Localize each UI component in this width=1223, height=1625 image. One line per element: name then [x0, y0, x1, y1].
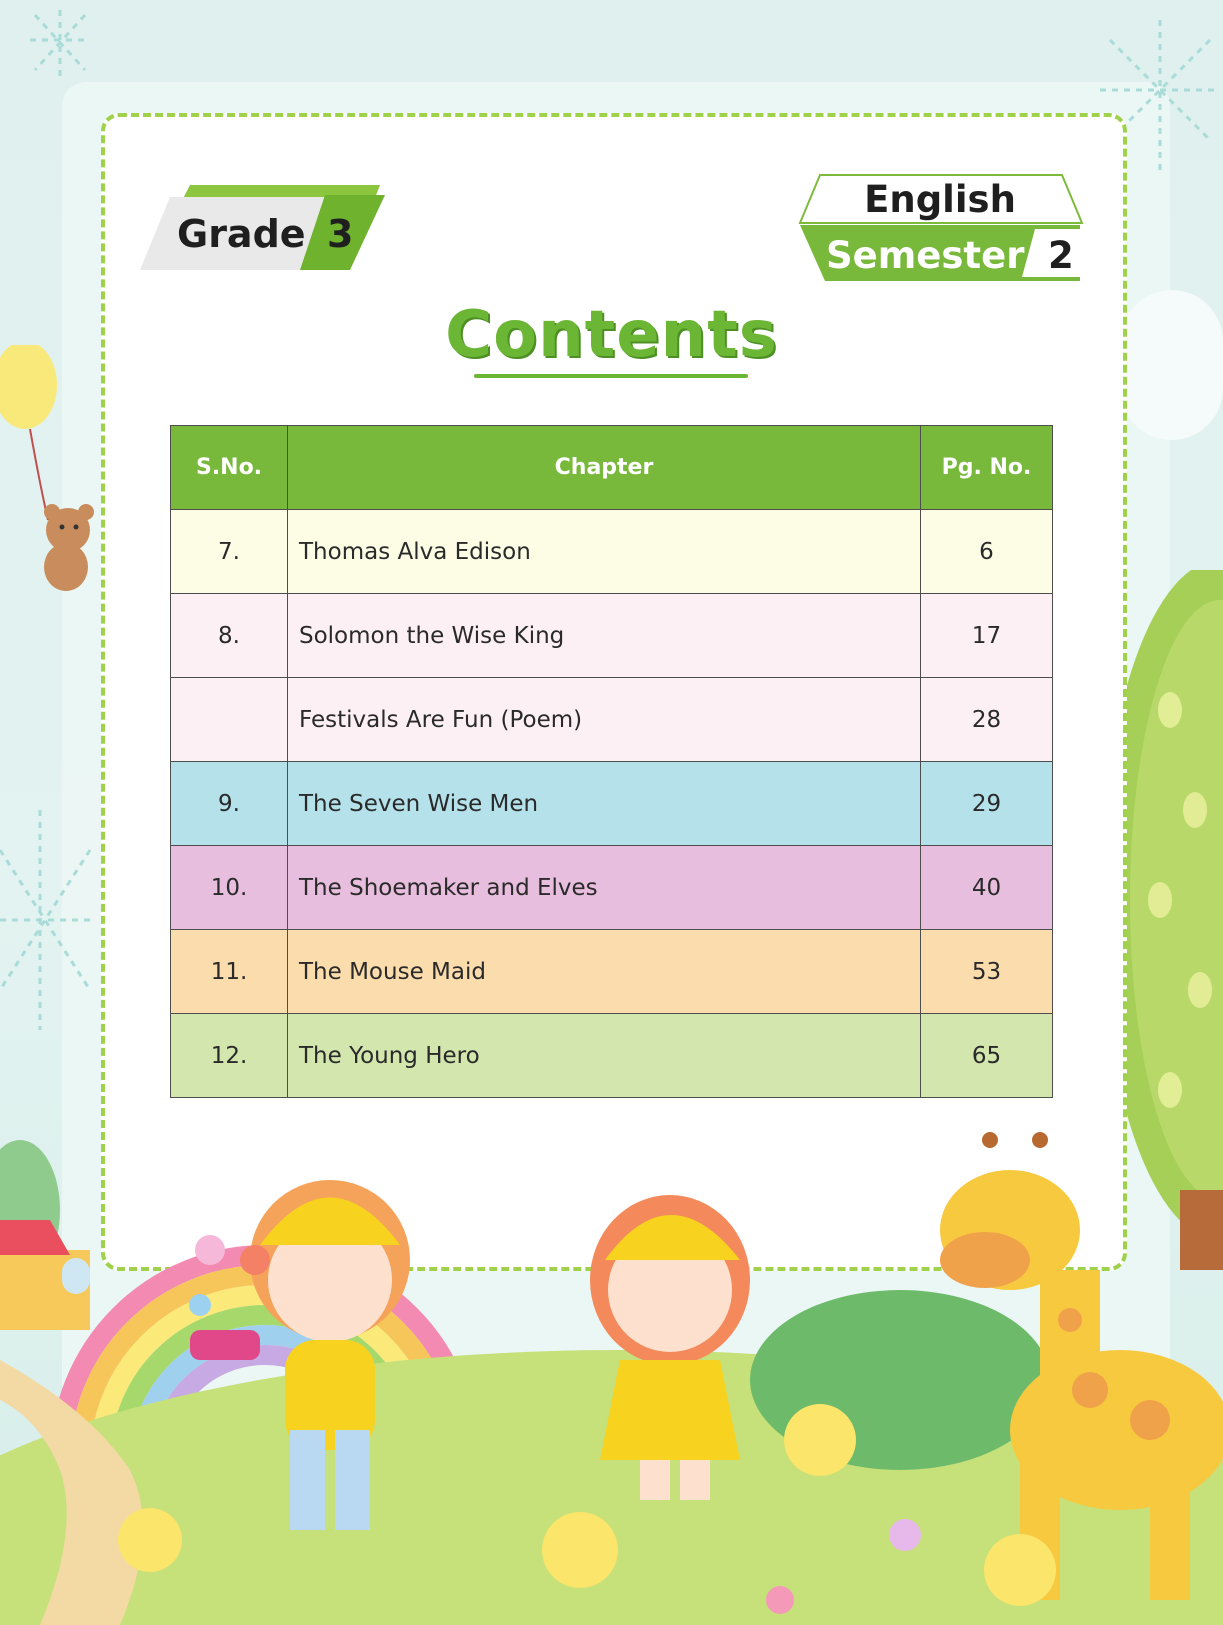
- column-header-chapter: Chapter: [288, 426, 921, 510]
- row-sno: 9.: [171, 762, 288, 846]
- row-sno: 12.: [171, 1014, 288, 1098]
- row-sno: 10.: [171, 846, 288, 930]
- table-row: [171, 846, 1053, 930]
- column-header-page: Pg. No.: [921, 426, 1053, 510]
- bottom-scene-illustration: [0, 1130, 1223, 1625]
- grade-label: Grade: [177, 212, 306, 256]
- table-row: [171, 510, 1053, 594]
- row-chapter: The Seven Wise Men: [288, 762, 921, 846]
- sparkle-decoration-left: [0, 790, 100, 1050]
- row-chapter: Thomas Alva Edison: [288, 510, 921, 594]
- table-row: [171, 1014, 1053, 1098]
- row-page: 6: [921, 510, 1053, 594]
- row-sno: 11.: [171, 930, 288, 1014]
- row-page: 53: [921, 930, 1053, 1014]
- row-chapter: Solomon the Wise King: [288, 594, 921, 678]
- row-sno: [171, 678, 288, 762]
- row-page: 29: [921, 762, 1053, 846]
- row-page: 17: [921, 594, 1053, 678]
- row-sno: 8.: [171, 594, 288, 678]
- table-row: [171, 594, 1053, 678]
- row-chapter: The Shoemaker and Elves: [288, 846, 921, 930]
- row-page: 40: [921, 846, 1053, 930]
- house-illustration: [0, 1220, 90, 1330]
- child-girl-illustration: [590, 1195, 750, 1500]
- semester-label: Semester: [826, 234, 1025, 277]
- sparkle-decoration-top-left: [0, 0, 120, 120]
- page-title: Contents: [445, 298, 778, 372]
- table-header-row: [171, 426, 1053, 510]
- row-page: 65: [921, 1014, 1053, 1098]
- subject-label: English: [864, 178, 1016, 221]
- row-chapter: Festivals Are Fun (Poem): [288, 678, 921, 762]
- table-row: [171, 930, 1053, 1014]
- table-row: [171, 678, 1053, 762]
- table-row: [171, 762, 1053, 846]
- contents-table: [170, 425, 1053, 1098]
- row-chapter: The Mouse Maid: [288, 930, 921, 1014]
- row-chapter: The Young Hero: [288, 1014, 921, 1098]
- row-page: 28: [921, 678, 1053, 762]
- semester-number: 2: [1048, 234, 1074, 277]
- column-header-sno: S.No.: [171, 426, 288, 510]
- grade-number: 3: [327, 212, 354, 256]
- title-underline: [474, 374, 748, 378]
- bear-with-balloon-illustration: [0, 345, 110, 595]
- row-sno: 7.: [171, 510, 288, 594]
